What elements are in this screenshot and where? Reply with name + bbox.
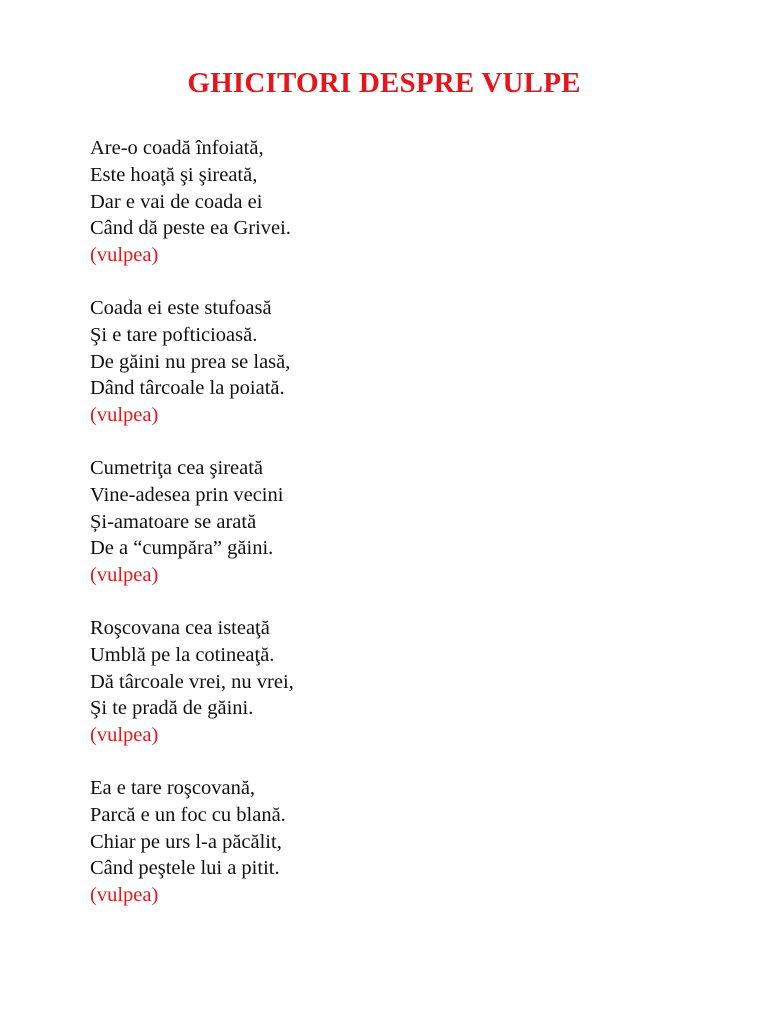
riddle-line: Şi e tare pofticioasă. [90,323,258,346]
riddle-answer: (vulpea) [90,564,159,587]
riddle-line: Și-amatoare se arată [90,510,257,533]
riddle-line: De a “cumpăra” găini. [90,537,274,560]
riddle-answer: (vulpea) [90,404,159,427]
page-title: GHICITORI DESPRE VULPE [187,67,581,99]
riddle-line: Cumetriţa cea şireată [90,456,264,479]
riddle-answer: (vulpea) [90,724,159,747]
riddle-line: Dând târcoale la poiată. [90,377,285,400]
riddle-line: Dă târcoale vrei, nu vrei, [90,670,294,693]
riddle-line: Când dă peste ea Grivei. [90,217,291,240]
riddle-1 [90,135,690,269]
riddle-4 [90,615,690,749]
riddle-line: Ea e tare roşcovană, [90,776,256,799]
riddle-line: Când peştele lui a pitit. [90,857,280,880]
riddle-line: Dar e vai de coada ei [90,190,263,213]
riddle-line: Şi te pradă de găini. [90,697,254,720]
riddle-answer: (vulpea) [90,884,159,907]
riddle-answer: (vulpea) [90,244,159,267]
riddle-list [90,135,690,935]
riddle-line: Parcă e un foc cu blană. [90,803,286,826]
riddle-line: Chiar pe urs l-a păcălit, [90,830,282,853]
riddle-line: Vine-adesea prin vecini [90,483,284,506]
riddle-line: De găini nu prea se lasă, [90,350,291,373]
riddle-3 [90,455,690,589]
riddle-2 [90,295,690,429]
riddle-line: Umblă pe la cotineaţă. [90,643,275,666]
riddle-line: Coada ei este stufoasă [90,296,272,319]
riddle-line: Roşcovana cea isteaţă [90,616,270,639]
riddle-line: Are-o coadă înfoiată, [90,137,264,159]
riddle-5 [90,775,690,909]
riddle-line: Este hoaţă şi şireată, [90,163,258,186]
